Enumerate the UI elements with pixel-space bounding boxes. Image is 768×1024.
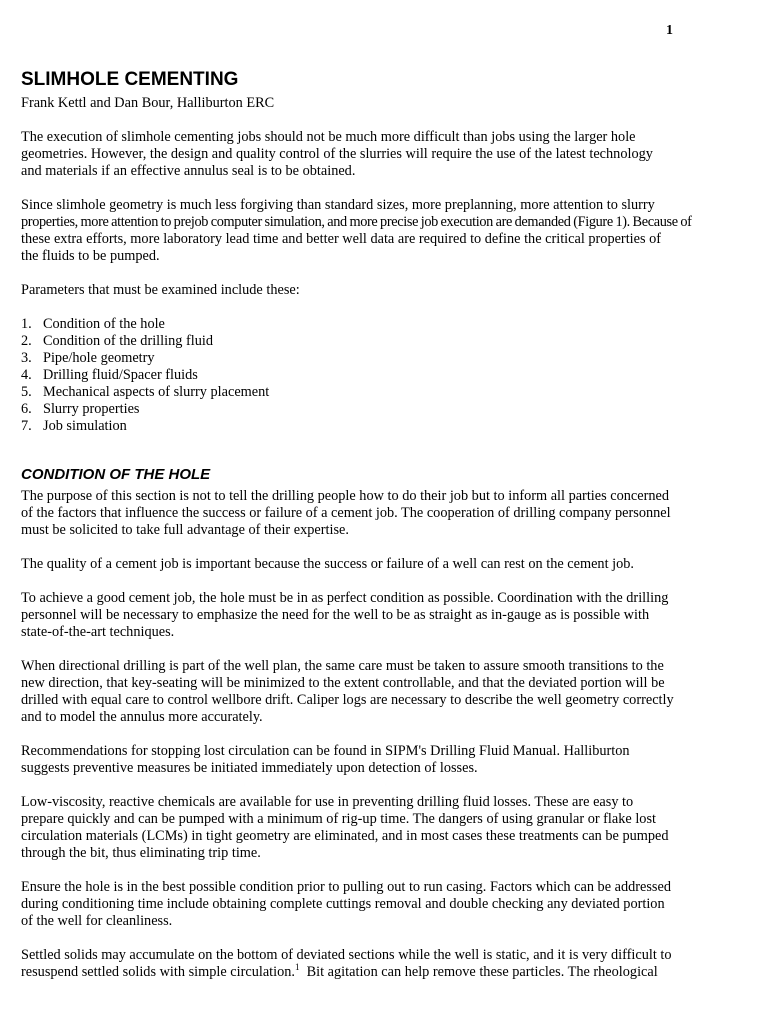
text-line: of the well for cleanliness. (21, 913, 173, 929)
text-line: personnel will be necessary to emphasize the need for the well to be as straight as in-gauge as is possible with (21, 607, 650, 623)
text-line: Ensure the hole is in the best possible condition prior to pulling out to run casing. Factors which can be addressed (21, 879, 671, 895)
text-line: To achieve a good cement job, the hole must be in as perfect condition as possible. Coordination with the drilling (21, 590, 669, 606)
text-line: Settled solids may accumulate on the bottom of deviated sections while the well is static, and it is very difficult to (21, 947, 672, 963)
intro-paragraph-1 (21, 129, 751, 180)
list-item-text: Slurry properties (43, 401, 140, 417)
text-line: during conditioning time include obtaining complete cuttings removal and double checking any deviated portion (21, 896, 665, 912)
footnote-reference: 1 (294, 962, 300, 972)
list-item (21, 418, 269, 435)
text-line: through the bit, thus eliminating trip time. (21, 845, 261, 861)
text-line: and materials if an effective annulus seal is to be obtained. (21, 163, 356, 179)
list-item (21, 316, 269, 333)
section-paragraph-3 (21, 590, 751, 641)
list-item-text: Mechanical aspects of slurry placement (43, 384, 270, 400)
list-item-text: Condition of the drilling fluid (43, 333, 213, 349)
text-line: of the factors that influence the success or failure of a cement job. The cooperation of drilling company personnel (21, 505, 671, 521)
text-line: circulation materials (LCMs) in tight geometry are eliminated, and in most cases these treatments can be pumped (21, 828, 669, 844)
text-line: new direction, that key-seating will be minimized to the extent controllable, and that the deviated portion will be (21, 675, 665, 691)
list-item (21, 333, 269, 350)
list-item (21, 350, 269, 367)
intro-paragraph-3: Parameters that must be examined include these: (21, 282, 300, 298)
list-item-number: 5. (21, 384, 32, 400)
parameters-list (21, 316, 269, 435)
list-item (21, 367, 269, 384)
text-segment: resuspend settled solids with simple circulation. (21, 964, 295, 980)
text-line: the fluids to be pumped. (21, 248, 160, 264)
text-line (21, 964, 751, 981)
section-paragraph-6 (21, 794, 751, 862)
text-line: The quality of a cement job is important because the success or failure of a well can rest on the cement job. (21, 556, 634, 572)
text-line: The execution of slimhole cementing jobs should not be much more difficult than jobs using the larger hole (21, 129, 636, 145)
text-segment: Bit agitation can help remove these particles. The rheological (299, 964, 658, 980)
section-paragraph-5 (21, 743, 751, 777)
list-item-text: Drilling fluid/Spacer fluids (43, 367, 198, 383)
section-paragraph-7 (21, 879, 751, 930)
list-item-number: 3. (21, 350, 32, 366)
list-item-text: Job simulation (43, 418, 127, 434)
list-item-number: 2. (21, 333, 32, 349)
list-item-text: Pipe/hole geometry (43, 350, 155, 366)
authors-line: Frank Kettl and Dan Bour, Halliburton ERC (21, 95, 275, 111)
document-title: SLIMHOLE CEMENTING (21, 69, 239, 90)
section-paragraph-1 (21, 488, 751, 539)
section-paragraph-4 (21, 658, 751, 726)
list-item (21, 401, 269, 418)
text-line: suggests preventive measures be initiated immediately upon detection of losses. (21, 760, 478, 776)
list-item-number: 4. (21, 367, 32, 383)
text-line: properties, more attention to prejob computer simulation, and more precise job execution are demanded (Figure 1). Because of (21, 214, 692, 230)
text-line: The purpose of this section is not to tell the drilling people how to do their job but to inform all parties concerned (21, 488, 669, 504)
text-line: Since slimhole geometry is much less forgiving than standard sizes, more preplanning, more attention to slurry (21, 197, 655, 213)
page-number: 1 (666, 23, 673, 38)
text-line: and to model the annulus more accurately. (21, 709, 263, 725)
section-paragraph-2 (21, 556, 751, 573)
text-line: When directional drilling is part of the well plan, the same care must be taken to assure smooth transitions to the (21, 658, 664, 674)
list-item (21, 384, 269, 401)
list-item-text: Condition of the hole (43, 316, 165, 332)
text-line: Recommendations for stopping lost circulation can be found in SIPM's Drilling Fluid Manual. Halliburton (21, 743, 630, 759)
text-line: state-of-the-art techniques. (21, 624, 175, 640)
text-line: must be solicited to take full advantage of their expertise. (21, 522, 349, 538)
section-heading: CONDITION OF THE HOLE (21, 466, 211, 483)
text-line: these extra efforts, more laboratory lead time and better well data are required to define the critical properties of (21, 231, 662, 247)
text-line: geometries. However, the design and quality control of the slurries will require the use of the latest technology (21, 146, 653, 162)
text-line: prepare quickly and can be pumped with a minimum of rig-up time. The dangers of using granular or flake lost (21, 811, 656, 827)
text-line: Low-viscosity, reactive chemicals are available for use in preventing drilling fluid losses. These are easy to (21, 794, 634, 810)
list-item-number: 1. (21, 316, 32, 332)
intro-paragraph-2 (21, 197, 751, 265)
section-paragraph-8 (21, 947, 751, 981)
list-item-number: 7. (21, 418, 32, 434)
list-item-number: 6. (21, 401, 32, 417)
text-line: drilled with equal care to control wellbore drift. Caliper logs are necessary to describe the well geometry correctly (21, 692, 674, 708)
